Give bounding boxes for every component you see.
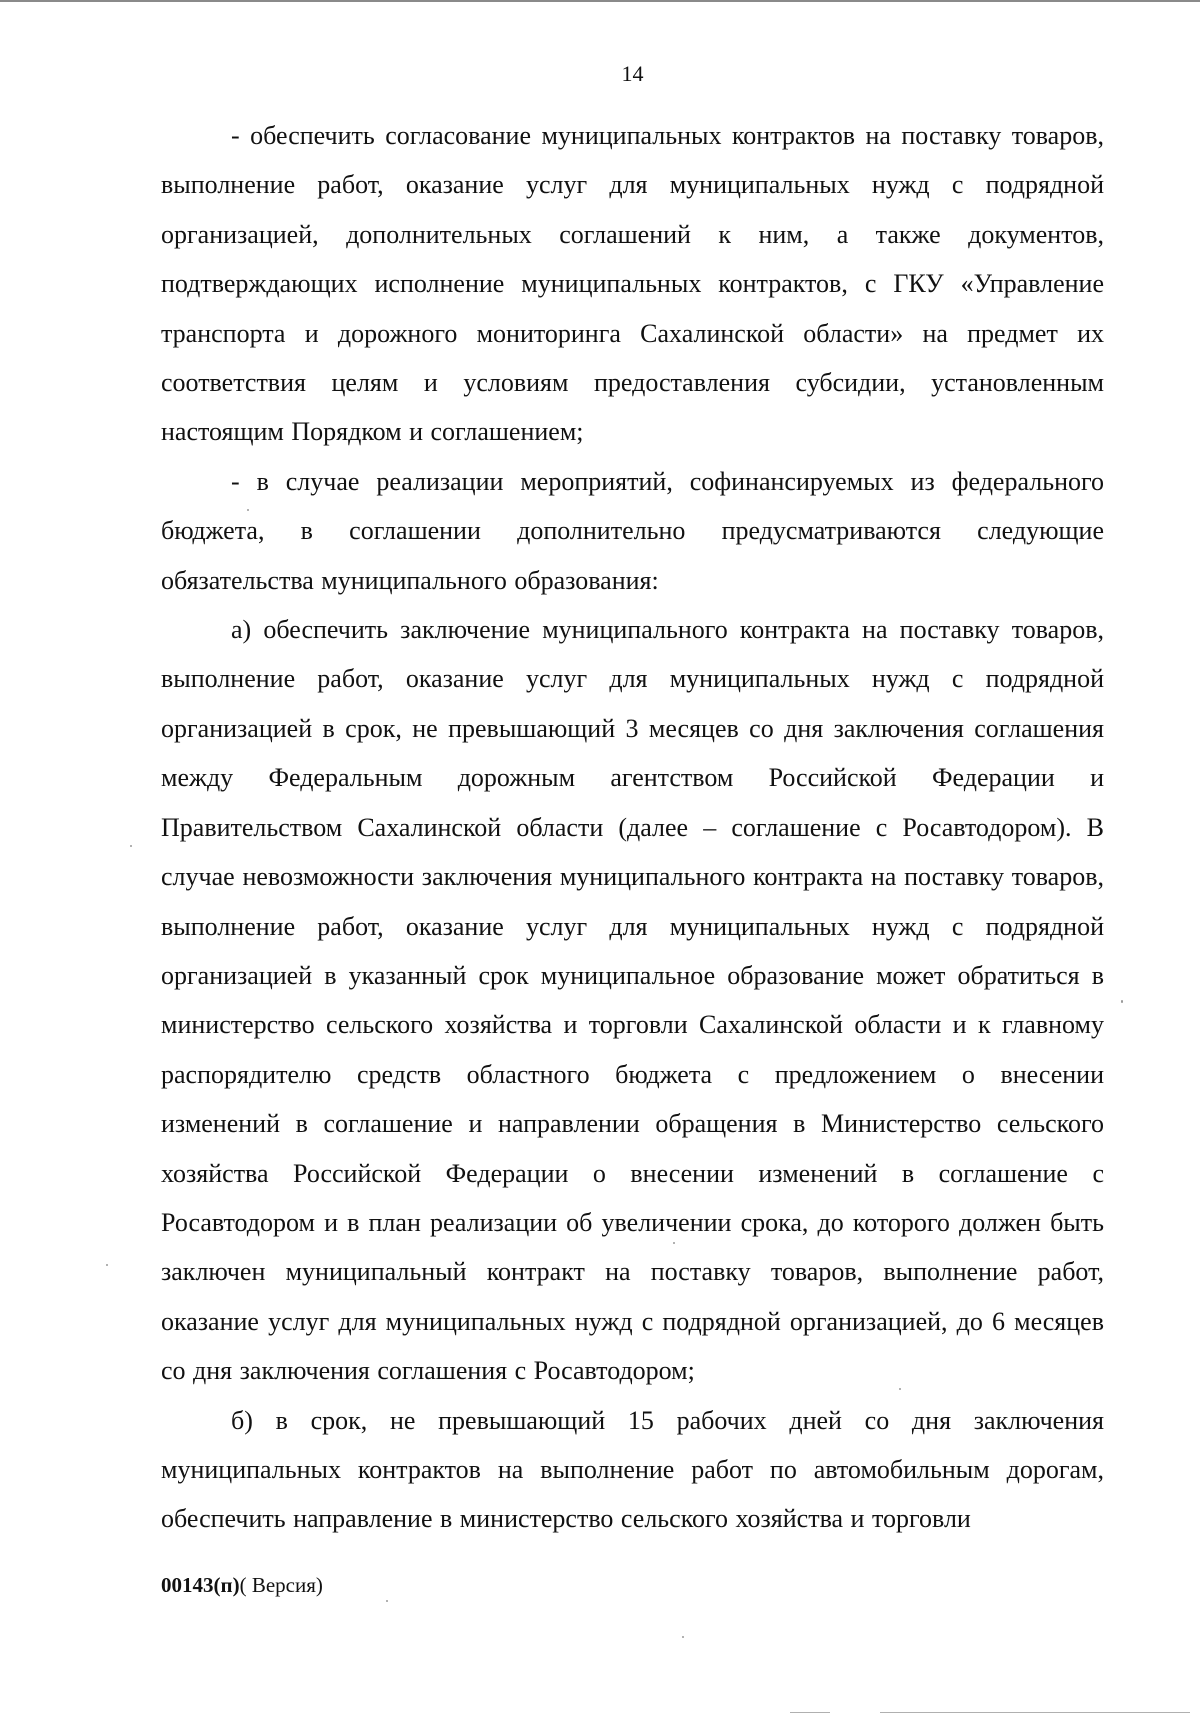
bottom-edge-rule [790, 1712, 830, 1713]
scan-speck [1121, 1000, 1123, 1003]
scan-speck [386, 1600, 388, 1602]
document-body [161, 111, 1104, 1544]
scan-speck [247, 509, 249, 511]
paragraph-federal-cofinancing: - в случае реализации мероприятий, софинансируемых из федерального бюджета, в соглашении дополнительно предусматриваются следующие обязательства муниципального образования: [161, 466, 1104, 595]
doc-code: 00143(п) [161, 1573, 240, 1597]
footer-document-code [161, 1572, 323, 1598]
scan-speck [899, 1388, 901, 1390]
paragraph-item-b: б) в срок, не превышающий 15 рабочих дней со дня заключения муниципальных контрактов на выполнение работ по автомобильным дорогам, обеспечить направление в министерство сельского хозяйства и торговли [161, 1405, 1104, 1534]
paragraph-item-a: а) обеспечить заключение муниципального контракта на поставку товаров, выполнение работ, оказание услуг для муниципальных нужд с подрядной организацией в срок, не превышающий 3 месяцев со дня заключения соглашения между Федеральным дорожным агентством Российской Федерации и Правительством Сахалинской области (далее – соглашение с Росавтодором). В случае невозможности заключения муниципального контракта на поставку товаров, выполнение работ, оказание услуг для муниципальных нужд с подрядной организацией в указанный срок муниципальное образование может обратиться в министерство сельского хозяйства и торговли Сахалинской области и к главному распорядителю средств областного бюджета с предложением о внесении изменений в соглашение и направлении обращения в Министерство сельского хозяйства Российской Федерации о внесении изменений в соглашение с Росавтодором и в план реализации об увеличении срока, до которого должен быть заключен муниципальный контракт на поставку товаров, выполнение работ, оказание услуг для муниципальных нужд с подрядной организацией, до 6 месяцев со дня заключения соглашения с Росавтодором; [161, 615, 1104, 1386]
paragraph-coordination-contracts: - обеспечить согласование муниципальных контрактов на поставку товаров, выполнение работ, оказание услуг для муниципальных нужд с подрядной организацией, дополнительных соглашений к ним, а также документов, подтверждающих исполнение муниципальных контрактов, с ГКУ «Управление транспорта и дорожного мониторинга Сахалинской области» на предмет их соответствия целям и условиям предоставления субсидии, установленным настоящим Порядком и соглашением; [161, 121, 1104, 447]
scan-speck [106, 1264, 108, 1266]
scan-speck [673, 1242, 675, 1244]
scan-speck [130, 845, 132, 847]
version-label: ( Версия) [239, 1573, 323, 1597]
scan-speck [682, 1636, 684, 1638]
bottom-edge-rule [880, 1712, 1190, 1713]
top-edge-rule [0, 0, 1200, 2]
page-number: 14 [621, 61, 644, 86]
